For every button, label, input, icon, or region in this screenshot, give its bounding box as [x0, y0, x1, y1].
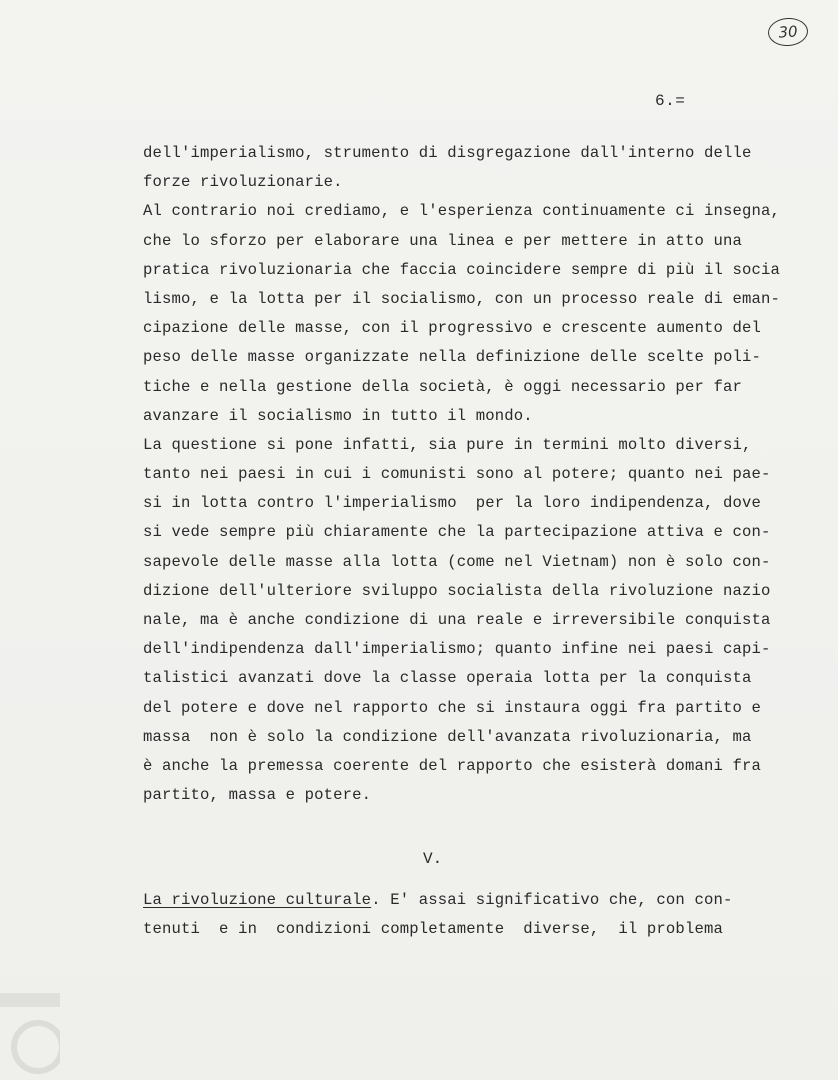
- text-line: forze rivoluzionarie.: [143, 173, 343, 192]
- text-line: è anche la premessa coerente del rapporto che esisterà domani fra: [143, 756, 762, 775]
- text-line: dell'indipendenza dall'imperialismo; quanto infine nei paesi capi-: [143, 640, 771, 659]
- text-line: cipazione delle masse, con il progressivo e crescente aumento del: [143, 319, 762, 338]
- text-line: talistici avanzati dove la classe operaia lotta per la conquista: [143, 669, 752, 688]
- text-line: tenuti e in condizioni completamente diverse, il problema: [143, 920, 723, 939]
- text-line: dell'imperialismo, strumento di disgregazione dall'interno delle: [143, 144, 752, 162]
- text-line: avanzare il socialismo in tutto il mondo.: [143, 406, 533, 425]
- text-line: si in lotta contro l'imperialismo per la loro indipendenza, dove: [143, 494, 762, 513]
- text-line: lismo, e la lotta per il socialismo, con un processo reale di eman-: [143, 289, 781, 308]
- section-paragraph: [143, 886, 783, 944]
- text-line: partito, massa e potere.: [143, 786, 372, 805]
- text-line: Al contrario noi crediamo, e l'esperienza continuamente ci insegna,: [143, 202, 781, 221]
- page-stamp: 30: [767, 17, 809, 48]
- text-line: tiche e nella gestione della società, è oggi necessario per far: [143, 377, 742, 396]
- section-heading: V.: [423, 850, 443, 868]
- text-line: sapevole delle masse alla lotta (come nel Vietnam) non è solo con-: [143, 552, 771, 571]
- text-line: nale, ma è anche condizione di una reale e irreversibile conquista: [143, 611, 771, 629]
- watermark-logo-icon: [0, 985, 60, 1080]
- text-line: tanto nei paesi in cui i comunisti sono al potere; quanto nei pae-: [143, 465, 771, 484]
- text-line: [143, 886, 783, 915]
- text-line: peso delle masse organizzate nella definizione delle scelte poli-: [143, 348, 762, 367]
- text-line: massa non è solo la condizione dell'avanzata rivoluzionaria, ma: [143, 727, 752, 746]
- text-line: che lo sforzo per elaborare una linea e per mettere in atto una: [143, 231, 742, 250]
- text-line: si vede sempre più chiaramente che la partecipazione attiva e con-: [143, 523, 771, 542]
- text-line: dizione dell'ulteriore sviluppo socialista della rivoluzione nazio: [143, 581, 771, 600]
- text-line: pratica rivoluzionaria che faccia coincidere sempre di più il socia: [143, 260, 781, 279]
- text-line: del potere e dove nel rapporto che si instaura oggi fra partito e: [143, 698, 762, 717]
- page-number: 6.=: [655, 92, 686, 110]
- main-paragraph: [143, 139, 783, 810]
- text-line: La questione si pone infatti, sia pure in termini molto diversi,: [143, 435, 752, 454]
- section-text-continuation: . E' assai significativo che, con con-: [371, 891, 733, 909]
- section-title: La rivoluzione culturale: [143, 891, 372, 909]
